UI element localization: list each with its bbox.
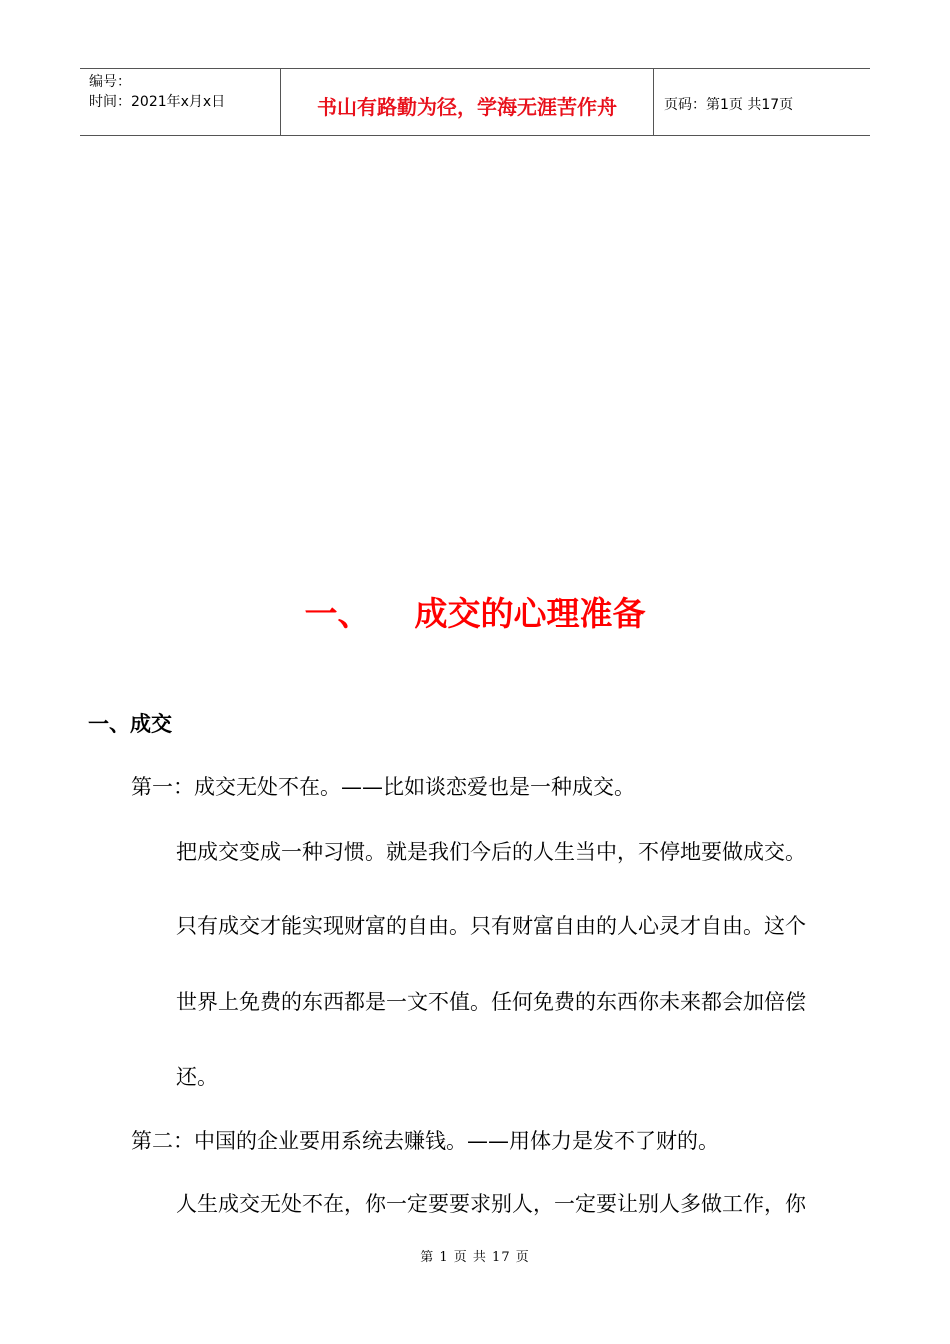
header-motto: 书山有路勤为径，学海无涯苦作舟 (281, 69, 654, 135)
paragraph-line: 还。 (176, 1065, 218, 1089)
paragraph-line: 只有成交才能实现财富的自由。只有财富自由的人心灵才自由。这个 (176, 914, 806, 938)
document-header (80, 68, 870, 136)
subheading: 一、成交 (88, 712, 172, 736)
paragraph-line: 人生成交无处不在，你一定要要求别人，一定要让别人多做工作，你 (176, 1192, 806, 1216)
section-title (0, 588, 950, 635)
page-footer: 第 1 页 共 17 页 (420, 1250, 530, 1265)
paragraph-line: 世界上免费的东西都是一文不值。任何免费的东西你未来都会加倍偿 (176, 990, 806, 1014)
serial-number-label: 编号： (89, 74, 131, 90)
section-number: 一、 (304, 594, 371, 633)
section-title-text: 成交的心理准备 (414, 594, 646, 633)
paragraph-line: 第一：成交无处不在。——比如谈恋爱也是一种成交。 (131, 775, 635, 799)
date-label: 时间：2021年x月x日 (89, 94, 226, 110)
header-page-info: 页码：第1页 共17页 (664, 97, 794, 113)
paragraph-line: 第二：中国的企业要用系统去赚钱。——用体力是发不了财的。 (131, 1129, 719, 1153)
paragraph-line: 把成交变成一种习惯。就是我们今后的人生当中，不停地要做成交。 (176, 840, 806, 864)
header-meta-cell (80, 69, 281, 135)
